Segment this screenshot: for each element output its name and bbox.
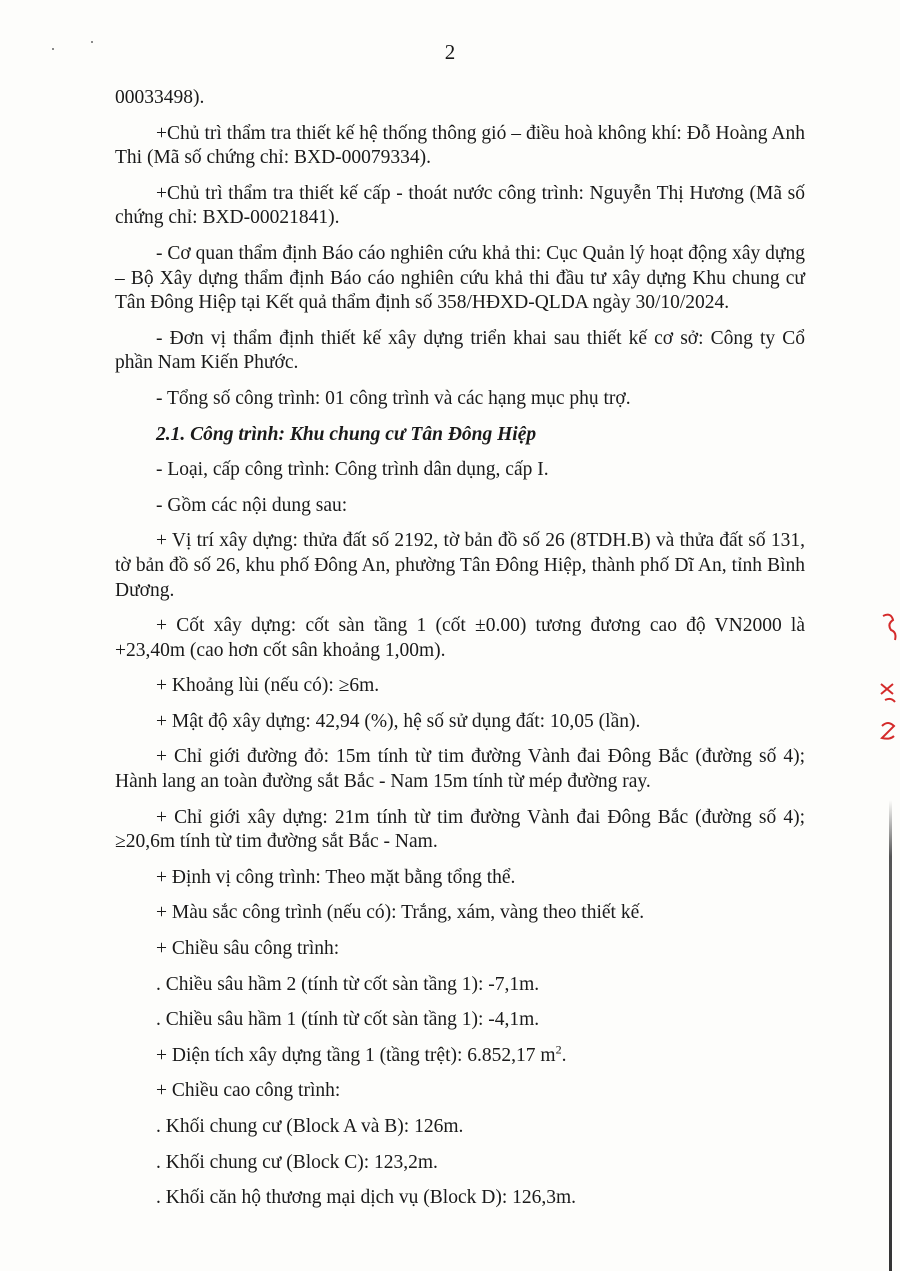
paragraph-8: - Loại, cấp công trình: Công trình dân dụng, cấp I. [156, 459, 549, 481]
paragraph-11: + Cốt xây dựng: cốt sàn tầng 1 (cốt ±0.00) tương đương cao độ VN2000 là +23,40m (cao hơn cốt sân khoảng 1,00m). [115, 615, 805, 661]
superscript-2: 2 [555, 1042, 562, 1057]
paragraph-14: + Chỉ giới đường đỏ: 15m tính từ tim đường Vành đai Đông Bắc (đường số 4); Hành lang an toàn đường sắt Bắc - Nam 15m tính từ mép đường ray. [115, 746, 805, 793]
paragraph-3: +Chủ trì thẩm tra thiết kế cấp - thoát nước công trình: Nguyễn Thị Hương (Mã số chứng chỉ: BXD-00021841). [115, 182, 805, 229]
paragraph-1: 00033498). [115, 87, 205, 108]
paragraph-12: + Khoảng lùi (nếu có): ≥6m. [156, 675, 380, 697]
area-text: + Diện tích xây dựng tầng 1 (tầng trệt): 6.852,17 m [156, 1044, 556, 1066]
paragraph-17: + Màu sắc công trình (nếu có): Trắng, xám, vàng theo thiết kế. [156, 902, 645, 924]
scan-dust [91, 41, 93, 43]
paragraph-25: . Khối căn hộ thương mại dịch vụ (Block D): 126,3m. [156, 1187, 577, 1209]
paragraph-15: + Chỉ giới xây dựng: 21m tính từ tim đường Vành đai Đông Bắc (đường số 4); ≥20,6m tính từ tim đường sắt Bắc - Nam. [115, 806, 805, 853]
section-heading: 2.1. Công trình: Khu chung cư Tân Đông Hiệp [156, 423, 537, 445]
paragraph-10: + Vị trí xây dựng: thửa đất số 2192, tờ bản đồ số 26 (8TDH.B) và thửa đất số 131, tờ bản đồ số 26, khu phố Đông An, phường Tân Đông Hiệp, thành phố Dĩ An, tỉnh Bình Dương. [115, 530, 805, 601]
paragraph-22: + Chiều cao công trình: [156, 1080, 341, 1102]
paragraph-20: . Chiều sâu hầm 1 (tính từ cốt sàn tầng 1): -4,1m. [156, 1009, 540, 1031]
paragraph-23: . Khối chung cư (Block A và B): 126m. [156, 1116, 464, 1137]
page-number: 2 [444, 40, 456, 64]
paragraph-2: +Chủ trì thẩm tra thiết kế hệ thống thông gió – điều hoà không khí: Đỗ Hoàng Anh Thi (Mã số chứng chỉ: BXD-00079334). [115, 122, 805, 169]
scan-dust [52, 48, 54, 50]
paragraph-24: . Khối chung cư (Block C): 123,2m. [156, 1151, 438, 1173]
area-period: . [561, 1044, 567, 1066]
paragraph-18: + Chiều sâu công trình: [156, 938, 340, 960]
red-stamp-edge [877, 606, 899, 756]
paragraph-5: - Đơn vị thẩm định thiết kế xây dựng triển khai sau thiết kế cơ sở: Công ty Cổ phần Nam Kiến Phước. [115, 327, 805, 374]
paragraph-19: . Chiều sâu hầm 2 (tính từ cốt sàn tầng 1): -7,1m. [156, 973, 540, 995]
paragraph-9: - Gồm các nội dung sau: [156, 494, 348, 516]
paragraph-4: - Cơ quan thẩm định Báo cáo nghiên cứu khả thi: Cục Quản lý hoạt động xây dựng – Bộ Xây dựng thẩm định Báo cáo nghiên cứu khả thi đầu tư xây dựng Khu chung cư Tân Đông Hiệp tại Kết quả thẩm định số 358/HĐXD-QLDA ngày 30/10/2024. [115, 242, 805, 314]
paragraph-21 [115, 1044, 805, 1069]
paragraph-13: + Mật độ xây dựng: 42,94 (%), hệ số sử dụng đất: 10,05 (lần). [156, 710, 641, 732]
scan-edge-shadow [889, 800, 892, 1271]
paragraph-6: - Tổng số công trình: 01 công trình và các hạng mục phụ trợ. [156, 387, 631, 409]
paragraph-16: + Định vị công trình: Theo mặt bằng tổng thể. [156, 866, 516, 888]
document-body [115, 86, 805, 1222]
